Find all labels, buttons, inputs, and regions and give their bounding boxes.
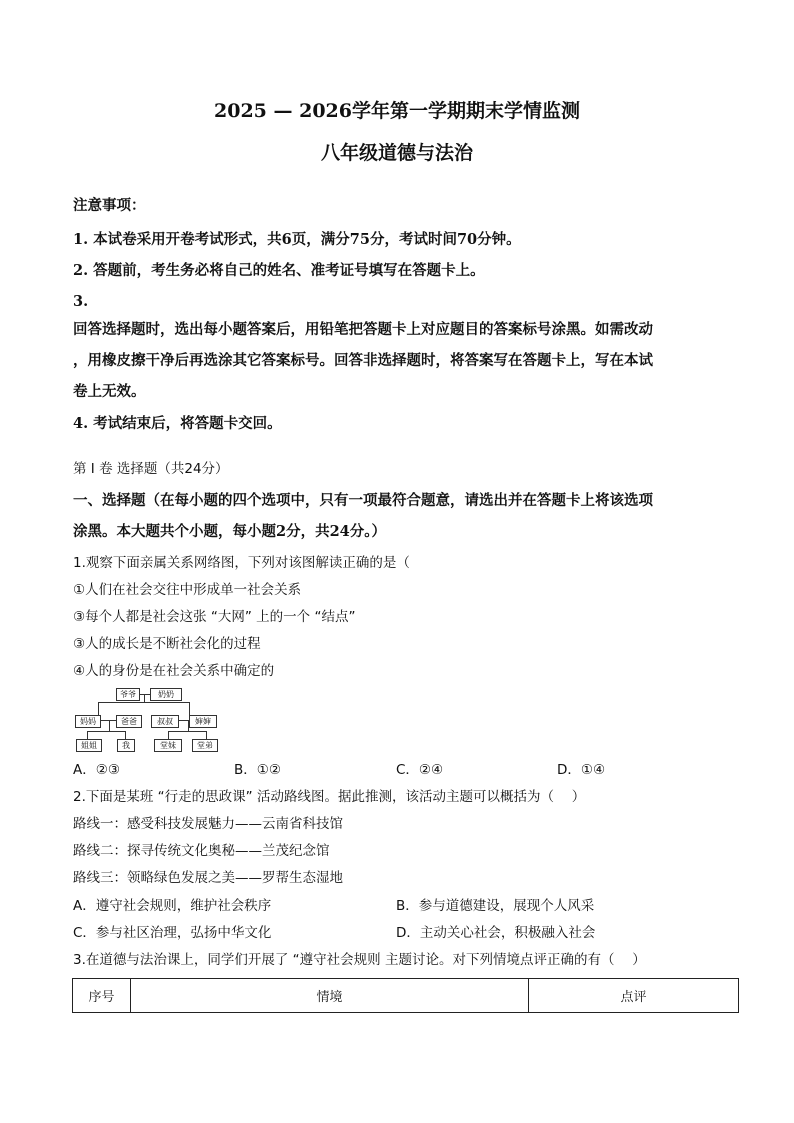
table-header-number: 序号	[73, 979, 131, 1013]
exam-title: 2025 — 2026学年第一学期期末学情监测	[214, 100, 580, 122]
diagram-node-uncle: 叔叔	[151, 715, 179, 728]
q2-option-c: C．参与社区治理，弘扬中华文化	[73, 925, 272, 941]
notice-item-2: 2. 答题前，考生务必将自己的姓名、准考证号填写在答题卡上。	[73, 262, 485, 279]
notice-item-1: 1. 本试卷采用开卷考试形式，共6页，满分75分，考试时间70分钟。	[73, 231, 521, 248]
diagram-node-cousin-brother: 堂弟	[192, 739, 218, 752]
notice-item-3-line-1: 回答选择题时，选出每小题答案后，用铅笔把答题卡上对应题目的答案标号涂黑。如需改动	[73, 321, 653, 338]
q1-statement-4: ④人的身份是在社会关系中确定的	[73, 663, 275, 679]
diagram-node-me: 我	[117, 739, 135, 752]
notice-item-3-number: 3.	[73, 293, 89, 310]
diagram-node-grandma: 奶奶	[150, 688, 182, 701]
q3-table	[72, 978, 739, 1013]
notice-item-4: 4. 考试结束后，将答题卡交回。	[73, 415, 282, 432]
q3-stem: 3.在道德与法治课上，同学们开展了 “遵守社会规则 主题讨论。对下列情境点评正确的有（ ）	[73, 952, 646, 968]
notice-item-3-line-2: ，用橡皮擦干净后再选涂其它答案标号。回答非选择题时，将答案写在答题卡上，写在本试	[73, 352, 653, 369]
q1-statement-2: ③每个人都是社会这张 “大网” 上的一个 “结点”	[73, 609, 356, 625]
diagram-node-aunt: 婶婶	[189, 715, 217, 728]
exam-subject: 八年级道德与法治	[320, 142, 473, 164]
notice-item-3-line-3: 卷上无效。	[73, 383, 146, 400]
q2-route-2: 路线二：探寻传统文化奥秘——兰茂纪念馆	[73, 843, 330, 859]
q2-route-1: 路线一：感受科技发展魅力——云南省科技馆	[73, 816, 343, 832]
volume-heading: 第 I 卷 选择题（共24分）	[73, 461, 229, 477]
section-heading-line-1: 一、选择题（在每小题的四个选项中，只有一项最符合题意，请选出并在答题卡上将该选项	[73, 492, 653, 509]
q2-option-b: B．参与道德建设，展现个人风采	[396, 898, 595, 914]
q1-statement-1: ①人们在社会交往中形成单一社会关系	[73, 582, 302, 598]
q2-route-3: 路线三：领略绿色发展之美——罗帮生态湿地	[73, 870, 343, 886]
table-header-comment: 点评	[529, 979, 739, 1013]
diagram-node-dad: 爸爸	[116, 715, 142, 728]
diagram-node-mom: 妈妈	[75, 715, 101, 728]
q1-option-b: B．①②	[234, 762, 281, 778]
q1-stem: 1.观察下面亲属关系网络图，下列对该图解读正确的是（	[73, 555, 410, 571]
family-relationship-diagram	[73, 687, 223, 753]
diagram-node-grandpa: 爷爷	[116, 688, 140, 701]
q2-stem: 2.下面是某班 “行走的思政课” 活动路线图。据此推测，该活动主题可以概括为（ ）	[73, 789, 586, 805]
table-header-row	[73, 979, 739, 1013]
q1-option-c: C．②④	[396, 762, 444, 778]
q1-statement-3: ③人的成长是不断社会化的过程	[73, 636, 261, 652]
q2-option-a: A．遵守社会规则，维护社会秩序	[73, 898, 272, 914]
notice-heading: 注意事项：	[73, 197, 146, 214]
diagram-node-sister: 姐姐	[76, 739, 102, 752]
q2-option-d: D．主动关心社会，积极融入社会	[396, 925, 596, 941]
diagram-node-cousin-sister: 堂妹	[154, 739, 182, 752]
table-header-scenario: 情境	[131, 979, 529, 1013]
q1-option-a: A．②③	[73, 762, 120, 778]
section-heading-line-2: 涂黑。本大题共个小题，每小题2分，共24分。）	[73, 523, 387, 540]
q1-option-d: D．①④	[557, 762, 606, 778]
